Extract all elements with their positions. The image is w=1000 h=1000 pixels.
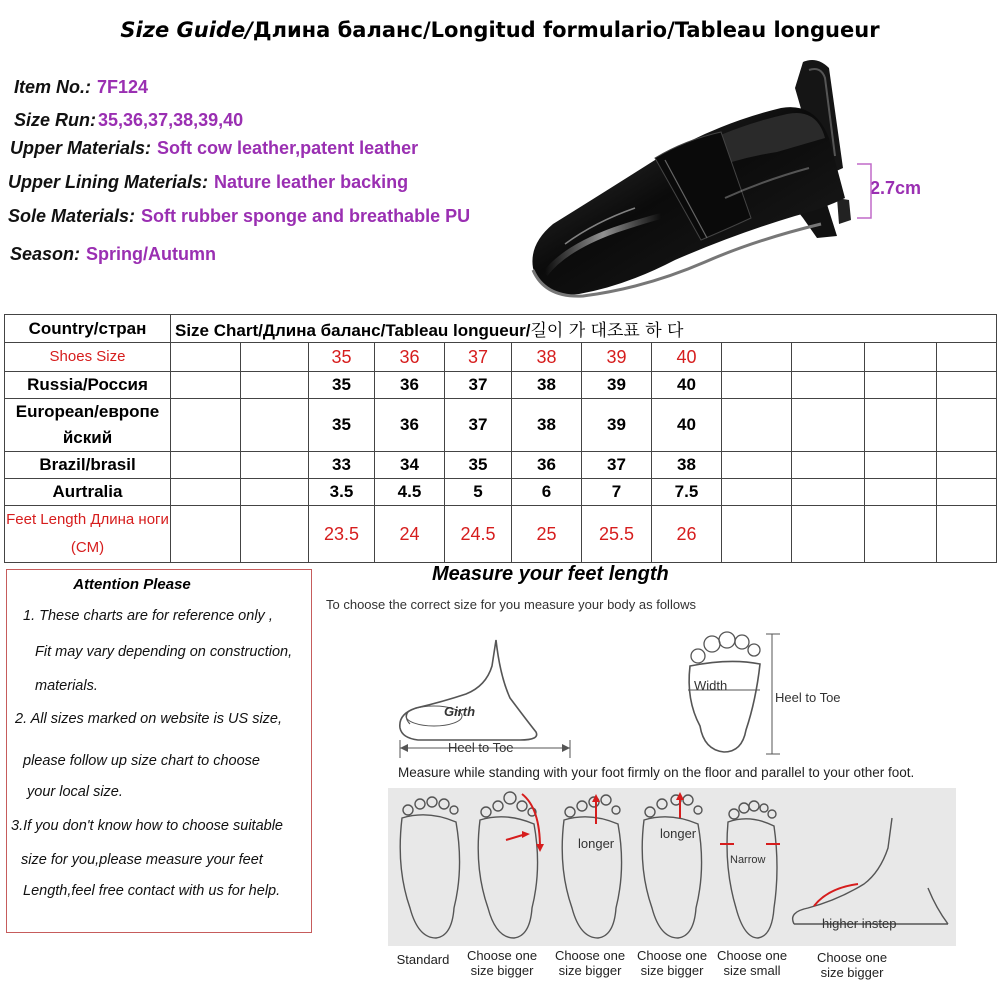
heel-to-toe-label: Heel to Toe: [448, 740, 514, 755]
caption-line2: size bigger: [640, 963, 704, 978]
table-cell: 37: [445, 343, 512, 372]
caption-line2: size bigger: [470, 963, 534, 978]
table-cell: 36: [375, 343, 445, 372]
foot-caption: [388, 952, 458, 967]
width-label: Width: [694, 678, 728, 693]
table-cell: 34: [375, 452, 445, 479]
table-cell: 33: [309, 452, 375, 479]
size-chart-table: [4, 314, 997, 563]
table-cell: 40: [652, 372, 722, 399]
attention-line: materials.: [35, 678, 98, 694]
heel-bracket-icon: [855, 160, 879, 222]
title-translations: Длина баланс/Longitud formulario/Tableau longueur: [252, 18, 880, 42]
table-cell: 40: [652, 399, 722, 452]
foot-caption: [550, 948, 630, 978]
spec-size-run: [14, 110, 243, 131]
table-cell: 36: [375, 399, 445, 452]
table-cell: 35: [309, 372, 375, 399]
measure-title: Measure your feet length: [432, 563, 669, 585]
table-cell: 35: [309, 399, 375, 452]
spec-label: Upper Lining Materials:: [8, 172, 209, 192]
table-cell: 24: [375, 506, 445, 563]
table-cell: 25.5: [582, 506, 652, 563]
table-cell: 7: [582, 479, 652, 506]
narrow-label: Narrow: [730, 854, 766, 866]
table-cell: 38: [512, 343, 582, 372]
row-label-line2: йский: [62, 428, 113, 447]
foot-caption: [462, 948, 542, 978]
spec-item-no: [14, 77, 148, 98]
table-cell: 4.5: [375, 479, 445, 506]
heel-height-label: 2.7cm: [870, 178, 922, 198]
table-cell: 37: [582, 452, 652, 479]
row-label-line1: Feet Length Длина ноги: [6, 511, 169, 528]
row-label-line2: (CM): [70, 539, 105, 556]
longer-label-1: longer: [578, 836, 615, 851]
table-cell: 6: [512, 479, 582, 506]
spec-label: Size Run:: [14, 110, 97, 130]
row-label: Shoes Size: [5, 343, 171, 372]
table-cell: 25: [512, 506, 582, 563]
attention-line: 3.If you don't know how to choose suitable: [11, 818, 283, 834]
table-cell: 24.5: [445, 506, 512, 563]
row-label: [5, 506, 171, 563]
caption-line1: Choose one: [716, 948, 788, 963]
foot-top-diagram: [680, 630, 790, 758]
measure-note: Measure while standing with your foot firmly on the floor and parallel to your other foot.: [398, 765, 915, 780]
spec-value: 35,36,37,38,39,40: [98, 110, 244, 130]
table-cell: 38: [512, 372, 582, 399]
caption-line2: size bigger: [820, 965, 884, 980]
table-cell: 37: [445, 399, 512, 452]
table-row: [5, 343, 997, 372]
page-title: [0, 18, 1000, 42]
caption-line2: size small: [723, 963, 781, 978]
attention-line: Length,feel free contact with us for help.: [23, 883, 281, 899]
foot-caption: [712, 948, 792, 978]
table-cell: 38: [512, 399, 582, 452]
table-cell: 5: [445, 479, 512, 506]
table-row: [5, 479, 997, 506]
foot-caption: [632, 948, 712, 978]
row-label-line1: European/европе: [15, 402, 160, 421]
longer-label-2: longer: [660, 826, 697, 841]
attention-line: 2. All sizes marked on website is US size,: [15, 711, 283, 727]
attention-title: Attention Please: [73, 576, 191, 593]
spec-label: Season:: [10, 244, 81, 264]
heel-to-toe-label-2: Heel to Toe: [775, 690, 841, 705]
table-cell: 39: [582, 399, 652, 452]
country-header: Country/стран: [5, 315, 171, 343]
table-row: [5, 372, 997, 399]
table-cell: 7.5: [652, 479, 722, 506]
spec-sole-materials: [8, 206, 470, 227]
attention-line: 1. These charts are for reference only ,: [23, 608, 273, 624]
table-cell: 37: [445, 372, 512, 399]
row-label: [5, 399, 171, 452]
shoe-image: [525, 48, 865, 310]
caption-line1: Choose one: [466, 948, 538, 963]
table-row: [5, 399, 997, 452]
spec-value: Soft rubber sponge and breathable PU: [141, 206, 471, 226]
girth-label: Girth: [444, 704, 476, 719]
table-cell: 23.5: [309, 506, 375, 563]
table-cell: 40: [652, 343, 722, 372]
attention-line: Fit may vary depending on construction,: [35, 644, 293, 660]
attention-box: [6, 569, 312, 933]
table-header-row: [5, 315, 997, 343]
caption-line1: Choose one: [636, 948, 708, 963]
spec-label: Item No.:: [14, 77, 92, 97]
chart-header-text: Size Chart/Длина баланс/Tableau longueur/: [175, 321, 531, 340]
caption-line1: Standard: [396, 952, 450, 967]
measure-subtitle: To choose the correct size for you measure your body as follows: [326, 597, 696, 612]
instep-label: higher instep: [822, 916, 897, 931]
spec-value: Spring/Autumn: [86, 244, 217, 264]
table-cell: 38: [652, 452, 722, 479]
table-cell: 36: [512, 452, 582, 479]
spec-label: Upper Materials:: [10, 138, 152, 158]
table-row: [5, 452, 997, 479]
attention-line: please follow up size chart to choose: [23, 753, 260, 769]
spec-label: Sole Materials:: [8, 206, 136, 226]
spec-lining-materials: [8, 172, 408, 193]
table-cell: 35: [309, 343, 375, 372]
row-label: Brazil/brasil: [5, 452, 171, 479]
row-label: Russia/Россия: [5, 372, 171, 399]
table-row: [5, 506, 997, 563]
table-cell: 39: [582, 372, 652, 399]
table-cell: 36: [375, 372, 445, 399]
table-cell: 39: [582, 343, 652, 372]
spec-value: 7F124: [97, 77, 149, 97]
table-cell: 26: [652, 506, 722, 563]
caption-line1: Choose one: [816, 950, 888, 965]
row-label: Aurtralia: [5, 479, 171, 506]
table-cell: 35: [445, 452, 512, 479]
chart-header: [171, 315, 997, 343]
title-size-guide: Size Guide/: [120, 18, 253, 42]
table-cell: 3.5: [309, 479, 375, 506]
spec-value: Nature leather backing: [214, 172, 409, 192]
spec-upper-materials: [10, 138, 418, 159]
chart-header-korean: 길이 가 대조표 하 다: [530, 321, 684, 341]
foot-caption: [810, 950, 894, 980]
attention-line: size for you,please measure your feet: [21, 852, 263, 868]
spec-value: Soft cow leather,patent leather: [157, 138, 419, 158]
attention-line: your local size.: [27, 784, 123, 800]
caption-line1: Choose one: [554, 948, 626, 963]
caption-line2: size bigger: [558, 963, 622, 978]
spec-season: [10, 244, 216, 265]
